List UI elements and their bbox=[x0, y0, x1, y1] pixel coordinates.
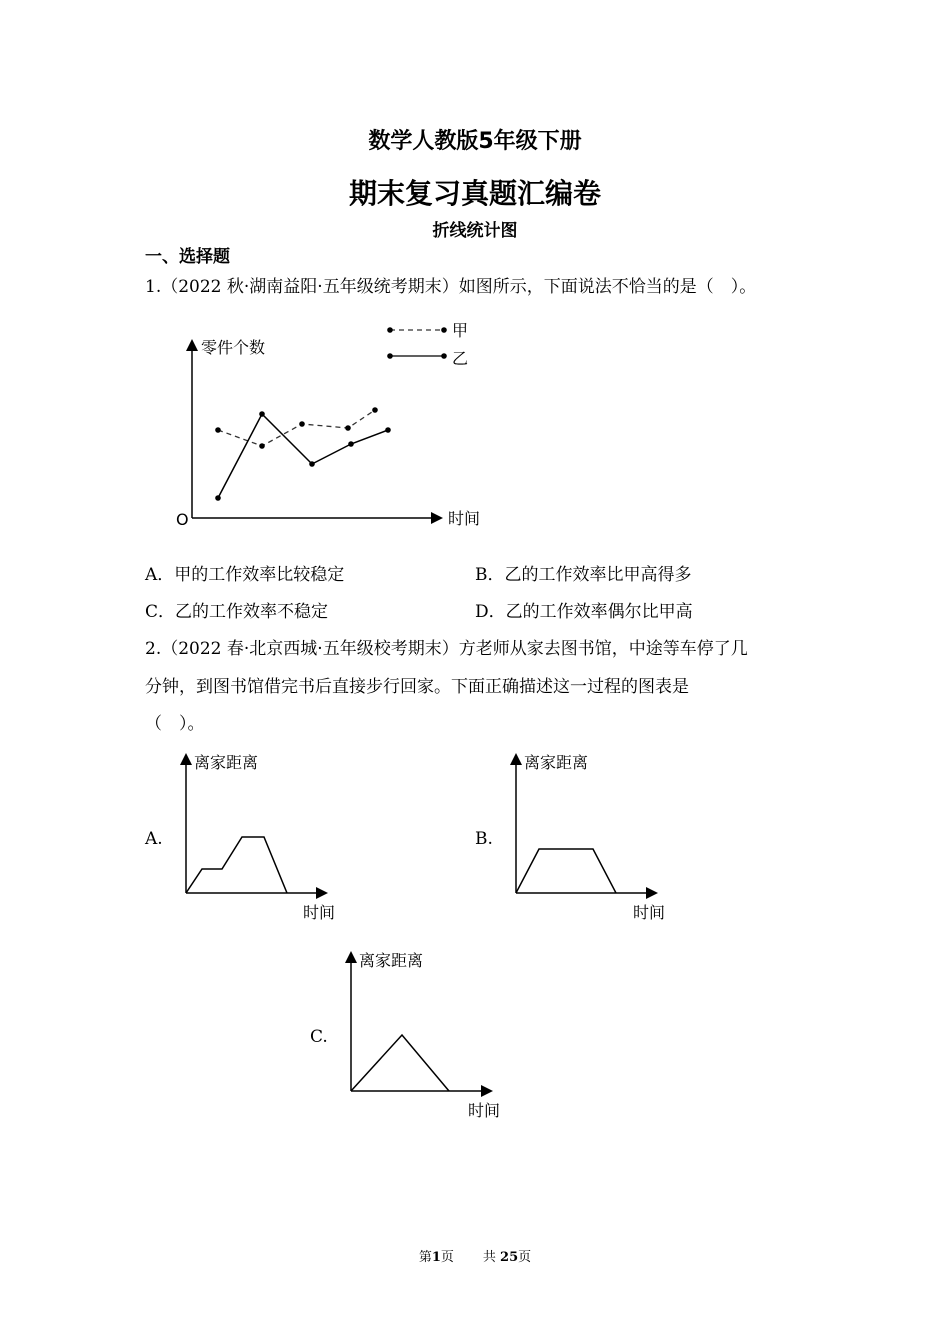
q1-line-chart bbox=[170, 318, 490, 533]
legend-dot-jia-right bbox=[441, 327, 447, 333]
q1-option-a[interactable]: A．甲的工作效率比较稳定 bbox=[145, 565, 345, 585]
legend-label-jia: 甲 bbox=[452, 321, 469, 340]
point-yi-2 bbox=[259, 411, 265, 417]
q2-option-c-label[interactable]: C. bbox=[310, 1027, 328, 1047]
legend-label-yi: 乙 bbox=[452, 349, 469, 368]
q1-x-axis-label: 时间 bbox=[448, 509, 481, 528]
q1-option-c[interactable]: C．乙的工作效率不稳定 bbox=[145, 602, 329, 622]
point-jia-3 bbox=[299, 421, 305, 427]
q1-option-b[interactable]: B．乙的工作效率比甲高得多 bbox=[475, 565, 692, 585]
q1-option-d[interactable]: D．乙的工作效率偶尔比甲高 bbox=[475, 602, 693, 622]
legend-dot-yi-right bbox=[441, 353, 447, 359]
footer-total-pages: 25 bbox=[500, 1250, 519, 1265]
point-yi-4 bbox=[348, 441, 354, 447]
point-jia-5 bbox=[372, 407, 378, 413]
legend-dot-jia-left bbox=[387, 327, 393, 333]
q2-option-c-graph bbox=[340, 946, 515, 1124]
q2-option-b-label[interactable]: B. bbox=[475, 829, 493, 849]
q2a-x-label: 时间 bbox=[303, 903, 336, 922]
q1-y-axis-label: 零件个数 bbox=[201, 338, 266, 357]
footer-page-unit: 页 bbox=[440, 1250, 454, 1265]
point-yi-1 bbox=[215, 495, 221, 501]
point-jia-4 bbox=[345, 425, 351, 431]
footer-total-unit: 页 bbox=[518, 1250, 532, 1265]
footer-page-number: 1 bbox=[431, 1250, 441, 1265]
q1-origin-label: O bbox=[176, 510, 189, 529]
series-line-jia bbox=[218, 410, 375, 446]
legend-dot-yi-left bbox=[387, 353, 393, 359]
doc-title-line1: 数学人教版5年级下册 bbox=[368, 129, 582, 154]
q2b-x-label: 时间 bbox=[633, 903, 666, 922]
question-2-text-line2: 分钟，到图书馆借完书后直接步行回家。下面正确描述这一过程的图表是 bbox=[145, 677, 689, 697]
q2-option-b-graph bbox=[505, 748, 680, 926]
q2c-x-label: 时间 bbox=[468, 1101, 501, 1120]
q2b-y-label: 离家距离 bbox=[524, 753, 589, 772]
q2-option-a-graph bbox=[175, 748, 350, 926]
question-1-text: 1.（2022 秋·湖南益阳·五年级统考期末）如图所示，下面说法不恰当的是（ ）。 bbox=[145, 277, 757, 297]
doc-title-line2: 期末复习真题汇编卷 bbox=[348, 177, 601, 210]
q2c-distance-line bbox=[351, 1035, 449, 1091]
question-2-text-line1: 2.（2022 春·北京西城·五年级校考期末）方老师从家去图书馆，中途等车停了几 bbox=[145, 639, 748, 659]
q2-option-a-label[interactable]: A. bbox=[145, 829, 163, 849]
q2a-distance-line bbox=[186, 837, 287, 893]
point-yi-3 bbox=[309, 461, 315, 467]
point-jia-1 bbox=[215, 427, 221, 433]
q2a-y-label: 离家距离 bbox=[194, 753, 259, 772]
q2c-y-label: 离家距离 bbox=[359, 951, 424, 970]
q2b-distance-line bbox=[516, 849, 616, 893]
page-footer bbox=[0, 1246, 950, 1265]
doc-subtitle: 折线统计图 bbox=[432, 221, 518, 241]
question-2-text-line3: （ ）。 bbox=[145, 714, 205, 734]
point-jia-2 bbox=[259, 443, 265, 449]
point-yi-5 bbox=[385, 427, 391, 433]
footer-prefix: 第 bbox=[418, 1250, 432, 1265]
section-title: 一、选择题 bbox=[145, 247, 230, 267]
footer-total-prefix: 共 bbox=[482, 1250, 496, 1265]
